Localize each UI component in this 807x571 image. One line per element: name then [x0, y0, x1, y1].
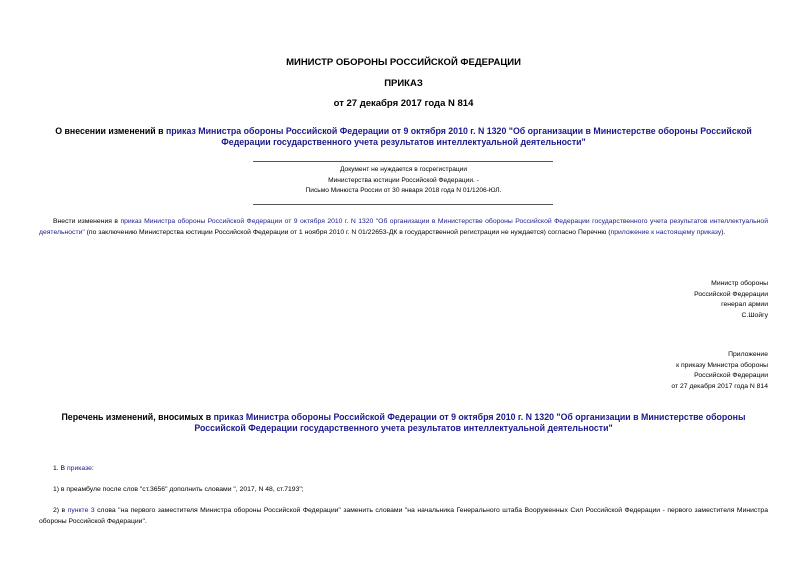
issuer-title: МИНИСТР ОБОРОНЫ РОССИЙСКОЙ ФЕДЕРАЦИИ [286, 57, 521, 68]
signature-line-1: Министр обороны [711, 280, 768, 287]
main-order-link[interactable]: приказ Министра обороны Российской Федерации от 9 октября 2010 г. N 1320 "Об организации в Министерстве обороны Российской Федерации государственного учета результатов интеллектуальной деятельности" [39, 218, 768, 236]
appendix-block [520, 350, 768, 392]
subject-order-link[interactable]: приказ Министра обороны Российской Федерации от 9 октября 2010 г. N 1320 "Об организации в Министерстве обороны Российской Федерации государственного учета результатов интеллектуальной деятельности" [165, 126, 752, 147]
document-date: от 27 декабря 2017 года N 814 [333, 98, 474, 109]
list-item-1-1: 1) в преамбуле после слов "ст.3656" дополнить словами ", 2017, N 48, ст.7193"; [53, 486, 304, 493]
registration-note [0, 165, 807, 197]
main-part-1: Внести изменения в [53, 218, 121, 225]
document-type: ПРИКАЗ [384, 78, 423, 89]
list-title-prefix: Перечень изменений, вносимых в [61, 412, 214, 422]
list-title-order-link[interactable]: приказ Министра обороны Российской Федерации от 9 октября 2010 г. N 1320 "Об организации в Министерстве обороны Российской Федерации государственного учета результатов интеллектуальной деятельности" [194, 412, 746, 433]
order-reference-link[interactable]: приказе [66, 465, 92, 472]
note-line-1: Документ не нуждается в госрегистрации [339, 166, 468, 173]
item1-prefix: 1. В [53, 465, 67, 472]
appendix-line-4: от 27 декабря 2017 года N 814 [671, 382, 768, 390]
appendix-link[interactable]: приложение к настоящему приказу [610, 228, 722, 236]
document-subject [40, 126, 767, 148]
signature-line-3: генерал армии [721, 301, 768, 309]
item2-prefix: 2) в [53, 507, 68, 514]
item1-suffix: : [91, 465, 94, 472]
note-top-divider [253, 161, 553, 162]
appendix-line-1: Приложение [728, 351, 768, 358]
note-line-3: Письмо Минюста России от 30 января 2018 года N 01/1206-ЮЛ. [305, 187, 502, 194]
main-part-3: ). [721, 228, 726, 236]
main-paragraph [39, 217, 768, 238]
changes-list-title [40, 412, 767, 434]
signature-line-2: Российской Федерации [694, 290, 768, 298]
clause-3-link[interactable]: пункте 3 [67, 507, 95, 514]
note-line-2: Министерства юстиции Российской Федерации. - [328, 176, 479, 184]
note-bottom-divider [253, 204, 553, 205]
list-item-2 [39, 506, 768, 527]
subject-prefix: О внесении изменений в [55, 126, 166, 136]
signature-block [520, 279, 768, 321]
main-part-2: (по заключению Министерства юстиции Российской Федерации от 1 ноября 2010 г. N 01/22653-ДК в государственной регистрации не нуждается) согласно Перечню ( [84, 228, 611, 236]
item2-text: слова "на первого заместителя Министра обороны Российской Федерации" заменить словами "на начальника Генерального штаба Вооруженных Сил Российской Федерации - первого заместителя Министра обороны Российской Федерации". [39, 507, 768, 525]
appendix-line-3: Российской Федерации [694, 372, 768, 380]
list-item-1 [53, 464, 768, 475]
appendix-line-2: к приказу Министра обороны [676, 361, 768, 369]
signature-line-4: С.Шойгу [741, 311, 768, 319]
